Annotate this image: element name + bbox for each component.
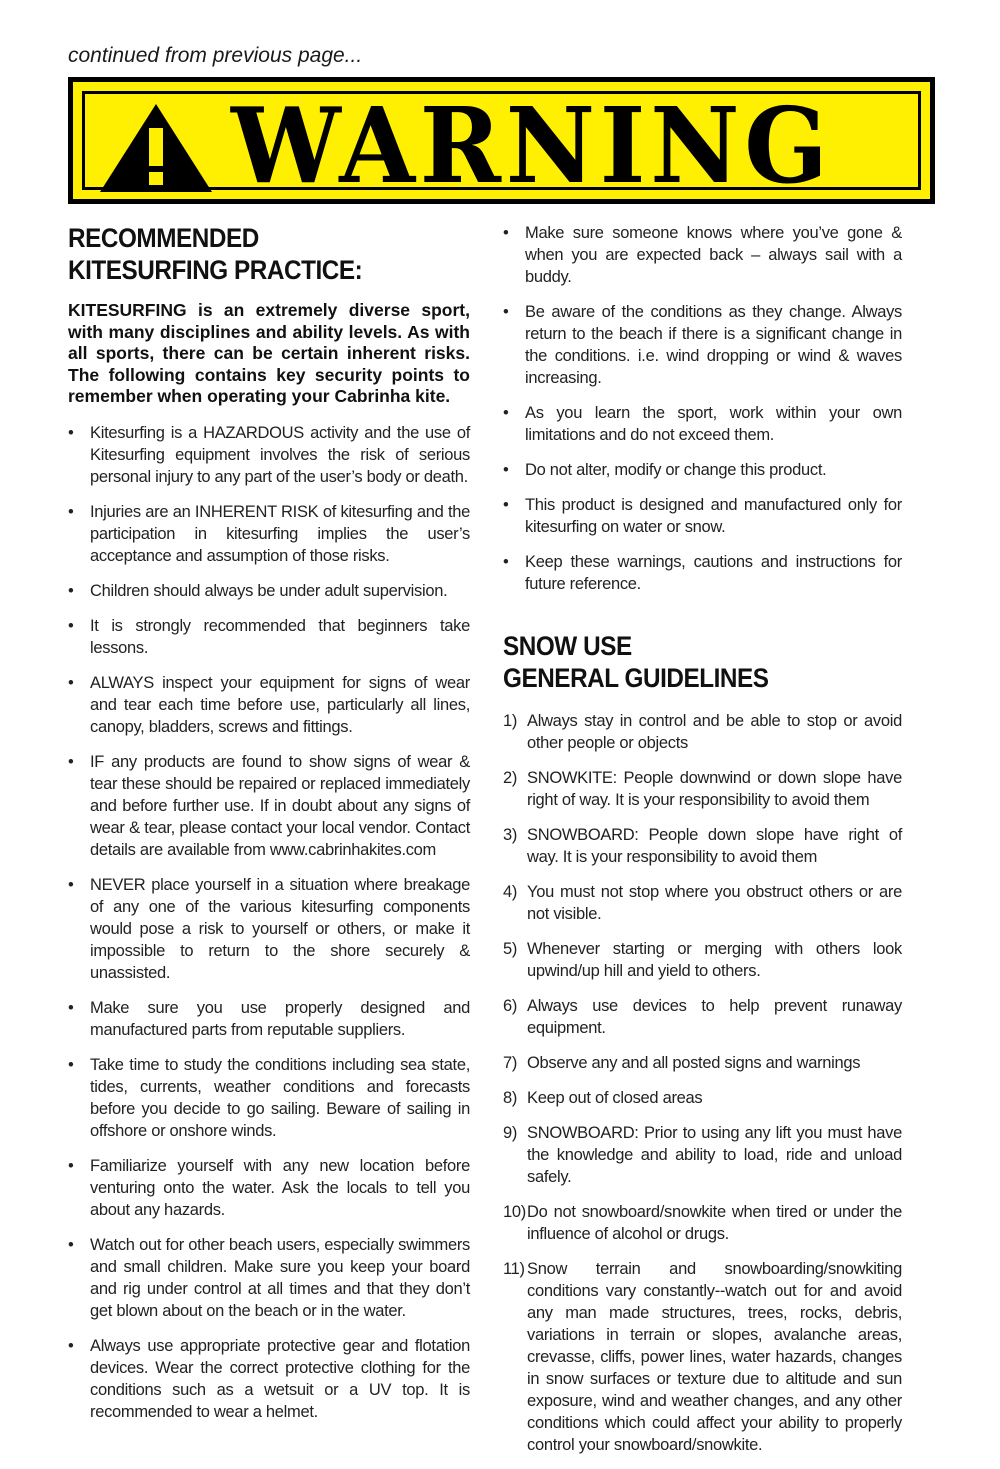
list-item [68, 615, 470, 659]
list-item [503, 824, 902, 868]
item-number: 2) [503, 769, 518, 787]
list-item-text: Make sure someone knows where you’ve gone & when you are expected back – always sail with a buddy. [525, 224, 902, 286]
list-item-text: Do not alter, modify or change this product. [525, 461, 827, 479]
list-item-text: Snow terrain and snowboarding/snowkiting conditions vary constantly--watch out for and avoid any man made structures, trees, rocks, debris, variations in terrain or slopes, avalanche areas, crevasse, cliffs, power lines, water hazards, changes in snow surfaces or texture due to altitude and sun exposure, wind and weather changes, and any other conditions which could affect your ability to properly control your snowboard/snowkite. [527, 1260, 902, 1454]
left-column [68, 222, 470, 1436]
list-item-text: It is strongly recommended that beginners take lessons. [90, 616, 470, 657]
list-item-text: ALWAYS inspect your equipment for signs of wear and tear each time before use, particularly all lines, canopy, bladders, screws and fittings. [90, 673, 470, 736]
practice-heading [68, 222, 470, 286]
list-item-text: Watch out for other beach users, especially swimmers and small children. Make sure you keep your board and rig under control at all times and that they don’t get blown about on the beach or in the water. [90, 1235, 470, 1320]
list-item-text: SNOWBOARD: People down slope have right of way. It is your responsibility to avoid them [527, 826, 902, 866]
list-item-text: As you learn the sport, work within your own limitations and do not exceed them. [525, 404, 902, 444]
list-item-text: Familiarize yourself with any new location before venturing onto the water. Ask the locals to tell you about any hazards. [90, 1156, 470, 1219]
bullet-icon: • [68, 502, 74, 521]
bullet-icon: • [503, 404, 509, 422]
list-item [503, 1201, 902, 1245]
list-item [68, 1155, 470, 1221]
warning-banner-frame [82, 84, 921, 207]
list-item [503, 710, 902, 754]
bullet-icon: • [68, 581, 74, 600]
list-item-text: Keep out of closed areas [527, 1089, 703, 1107]
list-item-text: Injuries are an INHERENT RISK of kitesurfing and the participation in kitesurfing implies the user’s acceptance and assumption of those risks. [90, 502, 470, 565]
list-item-text: Always stay in control and be able to stop or avoid other people or objects [527, 712, 902, 752]
continued-note: continued from previous page... [68, 44, 363, 67]
snow-heading [503, 630, 902, 694]
bullet-icon: • [68, 423, 74, 442]
list-item [503, 995, 902, 1039]
list-item [68, 997, 470, 1041]
bullet-icon: • [503, 461, 509, 479]
list-item-text: Do not snowboard/snowkite when tired or under the influence of alcohol or drugs. [527, 1203, 902, 1243]
item-number: 11) [503, 1260, 525, 1278]
list-item [68, 501, 470, 567]
right-column [503, 222, 902, 1469]
list-item [503, 494, 902, 538]
practice-list-left [68, 422, 470, 1423]
snow-guidelines-list [503, 710, 902, 1456]
practice-list-right [503, 222, 902, 595]
practice-intro: KITESURFING is an extremely diverse sport, with many disciplines and ability levels. As with all sports, there can be certain inherent risks. The following contains key security points to remember when operating your Cabrinha kite. [68, 300, 470, 406]
list-item-text: SNOWKITE: People downwind or down slope have right of way. It is your responsibility to avoid them [527, 769, 902, 809]
item-number: 10) [503, 1203, 526, 1221]
warning-triangle-icon [98, 102, 214, 194]
bullet-icon: • [68, 673, 74, 692]
list-item-text: Kitesurfing is a HAZARDOUS activity and the use of Kitesurfing equipment involves the risk of serious personal injury to any part of the user’s body or death. [90, 423, 470, 486]
list-item-text: Always use appropriate protective gear and flotation devices. Wear the correct protective clothing for the conditions such as a wetsuit or a UV top. It is recommended to wear a helmet. [90, 1336, 470, 1421]
list-item [68, 751, 470, 861]
bullet-icon: • [503, 303, 509, 321]
bullet-icon: • [503, 496, 509, 514]
list-item [68, 422, 470, 488]
list-item-text: You must not stop where you obstruct others or are not visible. [527, 883, 902, 923]
bullet-icon: • [68, 875, 74, 894]
practice-heading-line1: RECOMMENDED [68, 223, 259, 253]
item-number: 9) [503, 1124, 518, 1142]
item-number: 3) [503, 826, 518, 844]
list-item-text: SNOWBOARD: Prior to using any lift you must have the knowledge and ability to load, ride and unload safely. [527, 1124, 902, 1186]
bullet-icon: • [68, 1156, 74, 1175]
snow-heading-line2: GENERAL GUIDELINES [503, 663, 769, 693]
list-item-text: NEVER place yourself in a situation where breakage of any one of the various kitesurfing components would pose a risk to yourself or others, or make it impossible to return to the shore securely & unassisted. [90, 875, 470, 982]
list-item-text: Keep these warnings, cautions and instructions for future reference. [525, 553, 902, 593]
list-item [503, 767, 902, 811]
item-number: 7) [503, 1054, 518, 1072]
list-item-text: Be aware of the conditions as they change. Always return to the beach if there is a significant change in the conditions. i.e. wind dropping or wind & waves increasing. [525, 303, 902, 387]
warning-banner [68, 77, 935, 207]
list-item [68, 874, 470, 984]
list-item [68, 672, 470, 738]
item-number: 1) [503, 712, 518, 730]
warning-title: WARNING [231, 84, 833, 207]
list-item [503, 1258, 902, 1456]
list-item [503, 402, 902, 446]
item-number: 4) [503, 883, 518, 901]
list-item [68, 1054, 470, 1142]
list-item [503, 938, 902, 982]
practice-heading-line2: KITESURFING PRACTICE: [68, 255, 363, 285]
bullet-icon: • [503, 553, 509, 571]
item-number: 6) [503, 997, 518, 1015]
bullet-icon: • [68, 1055, 74, 1074]
list-item-text: Make sure you use properly designed and manufactured parts from reputable suppliers. [90, 998, 470, 1039]
list-item-text: Always use devices to help prevent runaway equipment. [527, 997, 902, 1037]
list-item [503, 301, 902, 389]
bullet-icon: • [503, 224, 509, 242]
list-item [503, 1122, 902, 1188]
bullet-icon: • [68, 616, 74, 635]
bullet-icon: • [68, 1235, 74, 1254]
list-item-text: Whenever starting or merging with others look upwind/up hill and yield to others. [527, 940, 902, 980]
list-item [68, 1335, 470, 1423]
list-item-text: Take time to study the conditions including sea state, tides, currents, weather conditions and forecasts before you decide to go sailing. Beware of sailing in offshore or onshore winds. [90, 1055, 470, 1140]
list-item [503, 459, 902, 481]
bullet-icon: • [68, 1336, 74, 1355]
list-item [68, 1234, 470, 1322]
item-number: 5) [503, 940, 518, 958]
bullet-icon: • [68, 998, 74, 1017]
item-number: 8) [503, 1089, 518, 1107]
list-item [503, 881, 902, 925]
list-item-text: Children should always be under adult supervision. [90, 581, 448, 600]
list-item [503, 222, 902, 288]
list-item-text: Observe any and all posted signs and warnings [527, 1054, 861, 1072]
list-item [503, 1087, 902, 1109]
list-item-text: This product is designed and manufactured only for kitesurfing on water or snow. [525, 496, 902, 536]
list-item [68, 580, 470, 602]
list-item [503, 1052, 902, 1074]
list-item [503, 551, 902, 595]
list-item-text: IF any products are found to show signs of wear & tear these should be repaired or replaced immediately and before further use. If in doubt about any signs of wear & tear, please contact your local vendor. Contact details are available from www.cabrinhakites.com [90, 752, 470, 859]
bullet-icon: • [68, 752, 74, 771]
snow-heading-line1: SNOW USE [503, 631, 632, 661]
